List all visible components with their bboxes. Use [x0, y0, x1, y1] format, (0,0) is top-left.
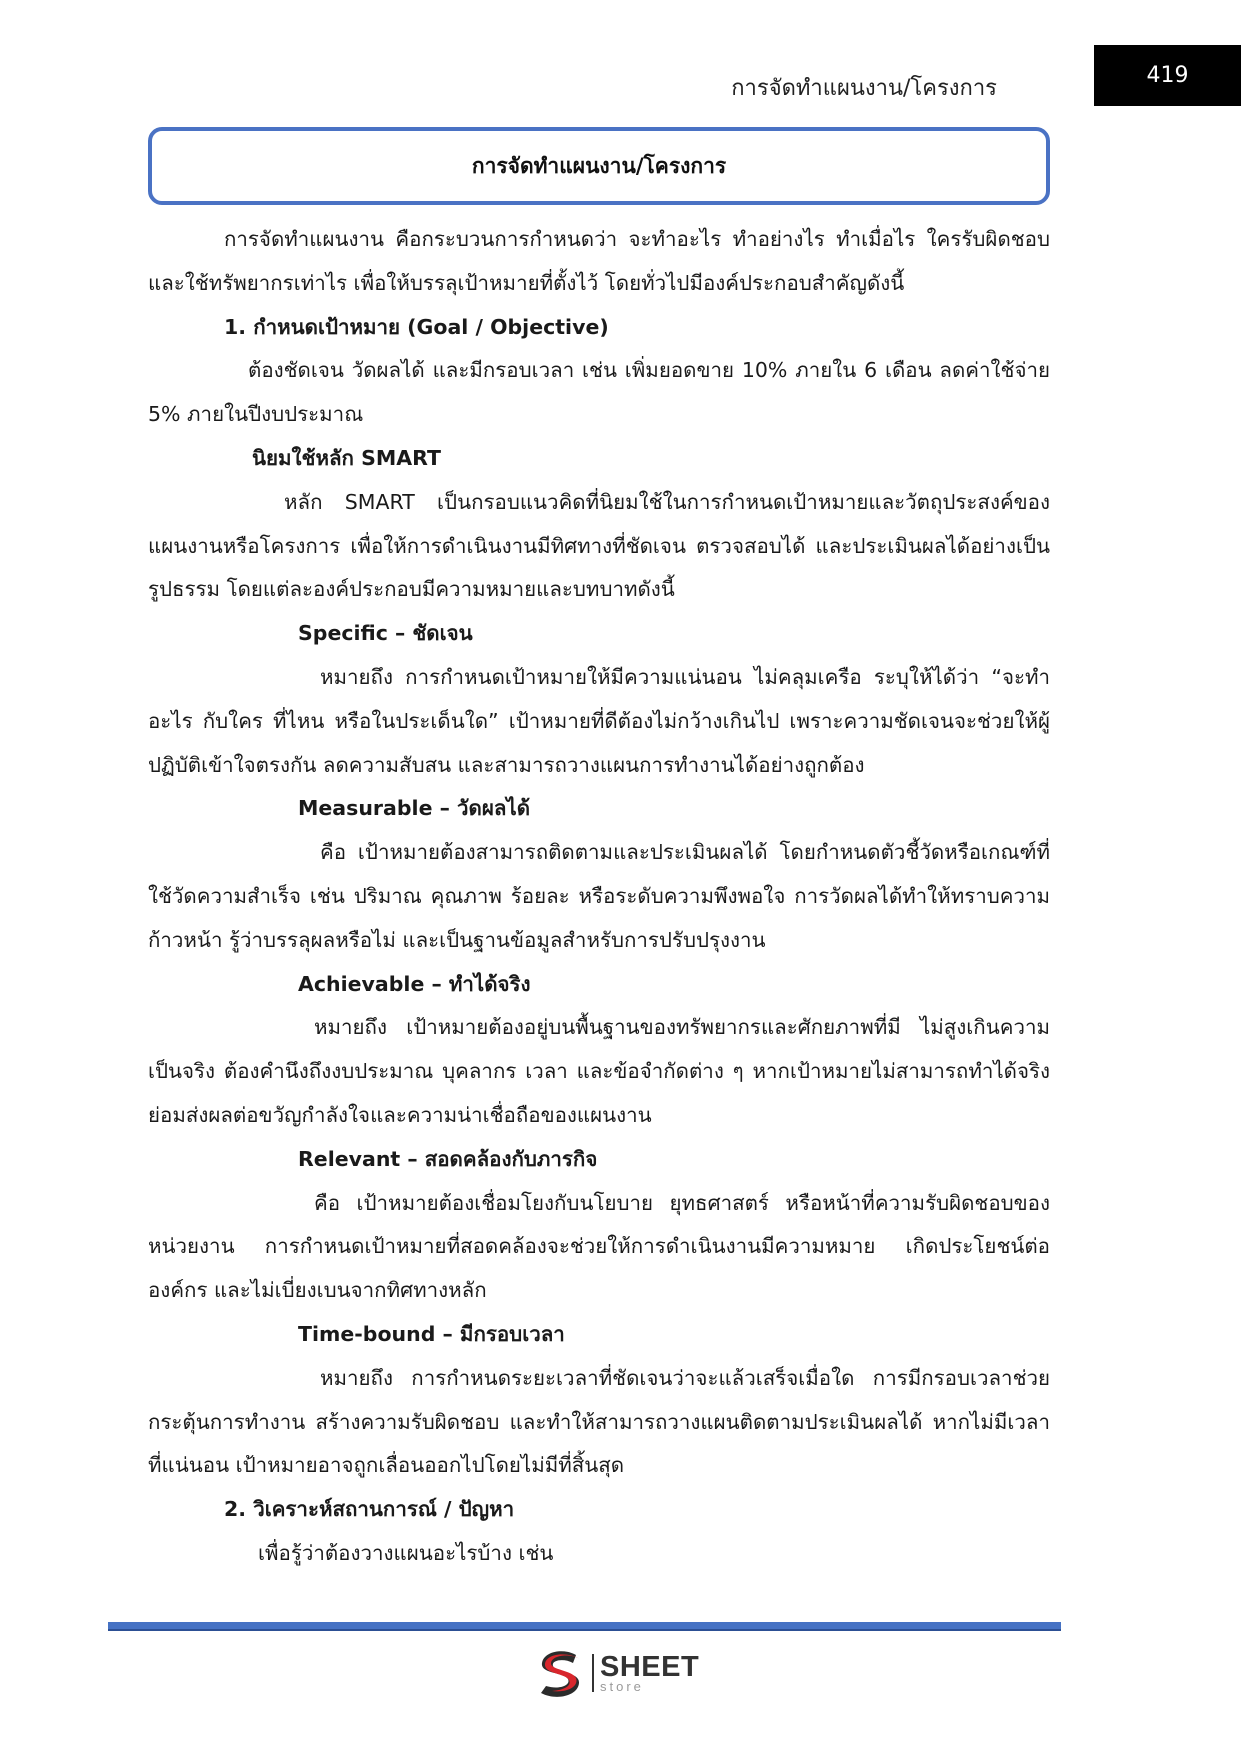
specific-paragraph: หมายถึง การกำหนดเป้าหมายให้มีความแน่นอน ไม่คลุมเครือ ระบุให้ได้ว่า “จะทำอะไร กับใคร ที่ไหน หรือในประเด็นใด” เป้าหมายที่ดีต้องไม่กว้างเกินไป เพราะความชัดเจนจะช่วยให้ผู้ปฏิบัติเข้าใจตรงกัน ลดความสับสน และสามารถวางแผนการทำงานได้อย่างถูกต้อง — [148, 664, 1050, 777]
timebound-paragraph: หมายถึง การกำหนดระยะเวลาที่ชัดเจนว่าจะแล้วเสร็จเมื่อใด การมีกรอบเวลาช่วยกระตุ้นการทำงาน สร้างความรับผิดชอบ และทำให้สามารถวางแผนติดตามประเมินผลได้ หากไม่มีเวลาที่แน่นอน เป้าหมายอาจถูกเลื่อนออกไปโดยไม่มีที่สิ้นสุด — [148, 1365, 1050, 1478]
measurable-paragraph: คือ เป้าหมายต้องสามารถติดตามและประเมินผลได้ โดยกำหนดตัวชี้วัดหรือเกณฑ์ที่ใช้วัดความสำเร็จ เช่น ปริมาณ คุณภาพ ร้อยละ หรือระดับความพึงพอใจ การวัดผลได้ทำให้ทราบความก้าวหน้า รู้ว่าบรรลุผลหรือไม่ และเป็นฐานข้อมูลสำหรับการปรับปรุงงาน — [148, 840, 1050, 952]
goal-paragraph: ต้องชัดเจน วัดผลได้ และมีกรอบเวลา เช่น เพิ่มยอดขาย 10% ภายใน 6 เดือน ลดค่าใช้จ่าย 5% ภายในปีงบประมาณ — [148, 358, 1050, 427]
logo-subword: store — [600, 1679, 644, 1694]
sheetstore-s-logo-icon — [534, 1646, 588, 1700]
body-text — [148, 218, 1050, 1576]
page-number: 419 — [1146, 63, 1189, 88]
goal-heading: 1. กำหนดเป้าหมาย (Goal / Objective) — [224, 314, 609, 339]
achievable-heading: Achievable – ทำได้จริง — [298, 971, 531, 996]
footer-rule — [108, 1622, 1061, 1631]
timebound-heading: Time-bound – มีกรอบเวลา — [298, 1321, 565, 1346]
logo-separator — [592, 1654, 594, 1692]
logo-wordmark — [600, 1653, 699, 1693]
analysis-paragraph: เพื่อรู้ว่าต้องวางแผนอะไรบ้าง เช่น — [258, 1540, 554, 1565]
specific-heading: Specific – ชัดเจน — [298, 621, 473, 646]
smart-heading: นิยมใช้หลัก SMART — [252, 445, 441, 470]
relevant-paragraph: คือ เป้าหมายต้องเชื่อมโยงกับนโยบาย ยุทธศาสตร์ หรือหน้าที่ความรับผิดชอบของหน่วยงาน การกำหนดเป้าหมายที่สอดคล้องจะช่วยให้การดำเนินงานมีความหมาย เกิดประโยชน์ต่อองค์กร และไม่เบี่ยงเบนจากทิศทางหลัก — [148, 1190, 1050, 1303]
achievable-paragraph: หมายถึง เป้าหมายต้องอยู่บนพื้นฐานของทรัพยากรและศักยภาพที่มี ไม่สูงเกินความเป็นจริง ต้องคำนึงถึงงบประมาณ บุคลากร เวลา และข้อจำกัดต่าง ๆ หากเป้าหมายไม่สามารถทำได้จริงย่อมส่งผลต่อขวัญกำลังใจและความน่าเชื่อถือของแผนงาน — [148, 1015, 1050, 1127]
section-title-box — [148, 127, 1050, 205]
page-number-box — [1094, 45, 1241, 106]
intro-paragraph: การจัดทำแผนงาน คือกระบวนการกำหนดว่า จะทำอะไร ทำอย่างไร ทำเมื่อไร ใครรับผิดชอบและใช้ทรัพยากรเท่าไร เพื่อให้บรรลุเป้าหมายที่ตั้งไว้ โดยทั่วไปมีองค์ประกอบสำคัญดังนี้ — [148, 227, 1050, 295]
section-title: การจัดทำแผนงาน/โครงการ — [471, 153, 727, 178]
relevant-heading: Relevant – สอดคล้องกับภารกิจ — [298, 1146, 598, 1171]
running-header-title: การจัดทำแผนงาน/โครงการ — [731, 76, 997, 101]
measurable-heading: Measurable – วัดผลได้ — [298, 796, 531, 821]
logo-word: SHEET — [600, 1651, 700, 1683]
analysis-heading: 2. วิเคราะห์สถานการณ์ / ปัญหา — [224, 1497, 515, 1522]
footer-logo — [534, 1645, 699, 1701]
smart-paragraph: หลัก SMART เป็นกรอบแนวคิดที่นิยมใช้ในการกำหนดเป้าหมายและวัตถุประสงค์ของแผนงานหรือโครงการ เพื่อให้การดำเนินงานมีทิศทางที่ชัดเจน ตรวจสอบได้ และประเมินผลได้อย่างเป็นรูปธรรม โดยแต่ละองค์ประกอบมีความหมายและบทบาทดังนี้ — [148, 489, 1050, 602]
